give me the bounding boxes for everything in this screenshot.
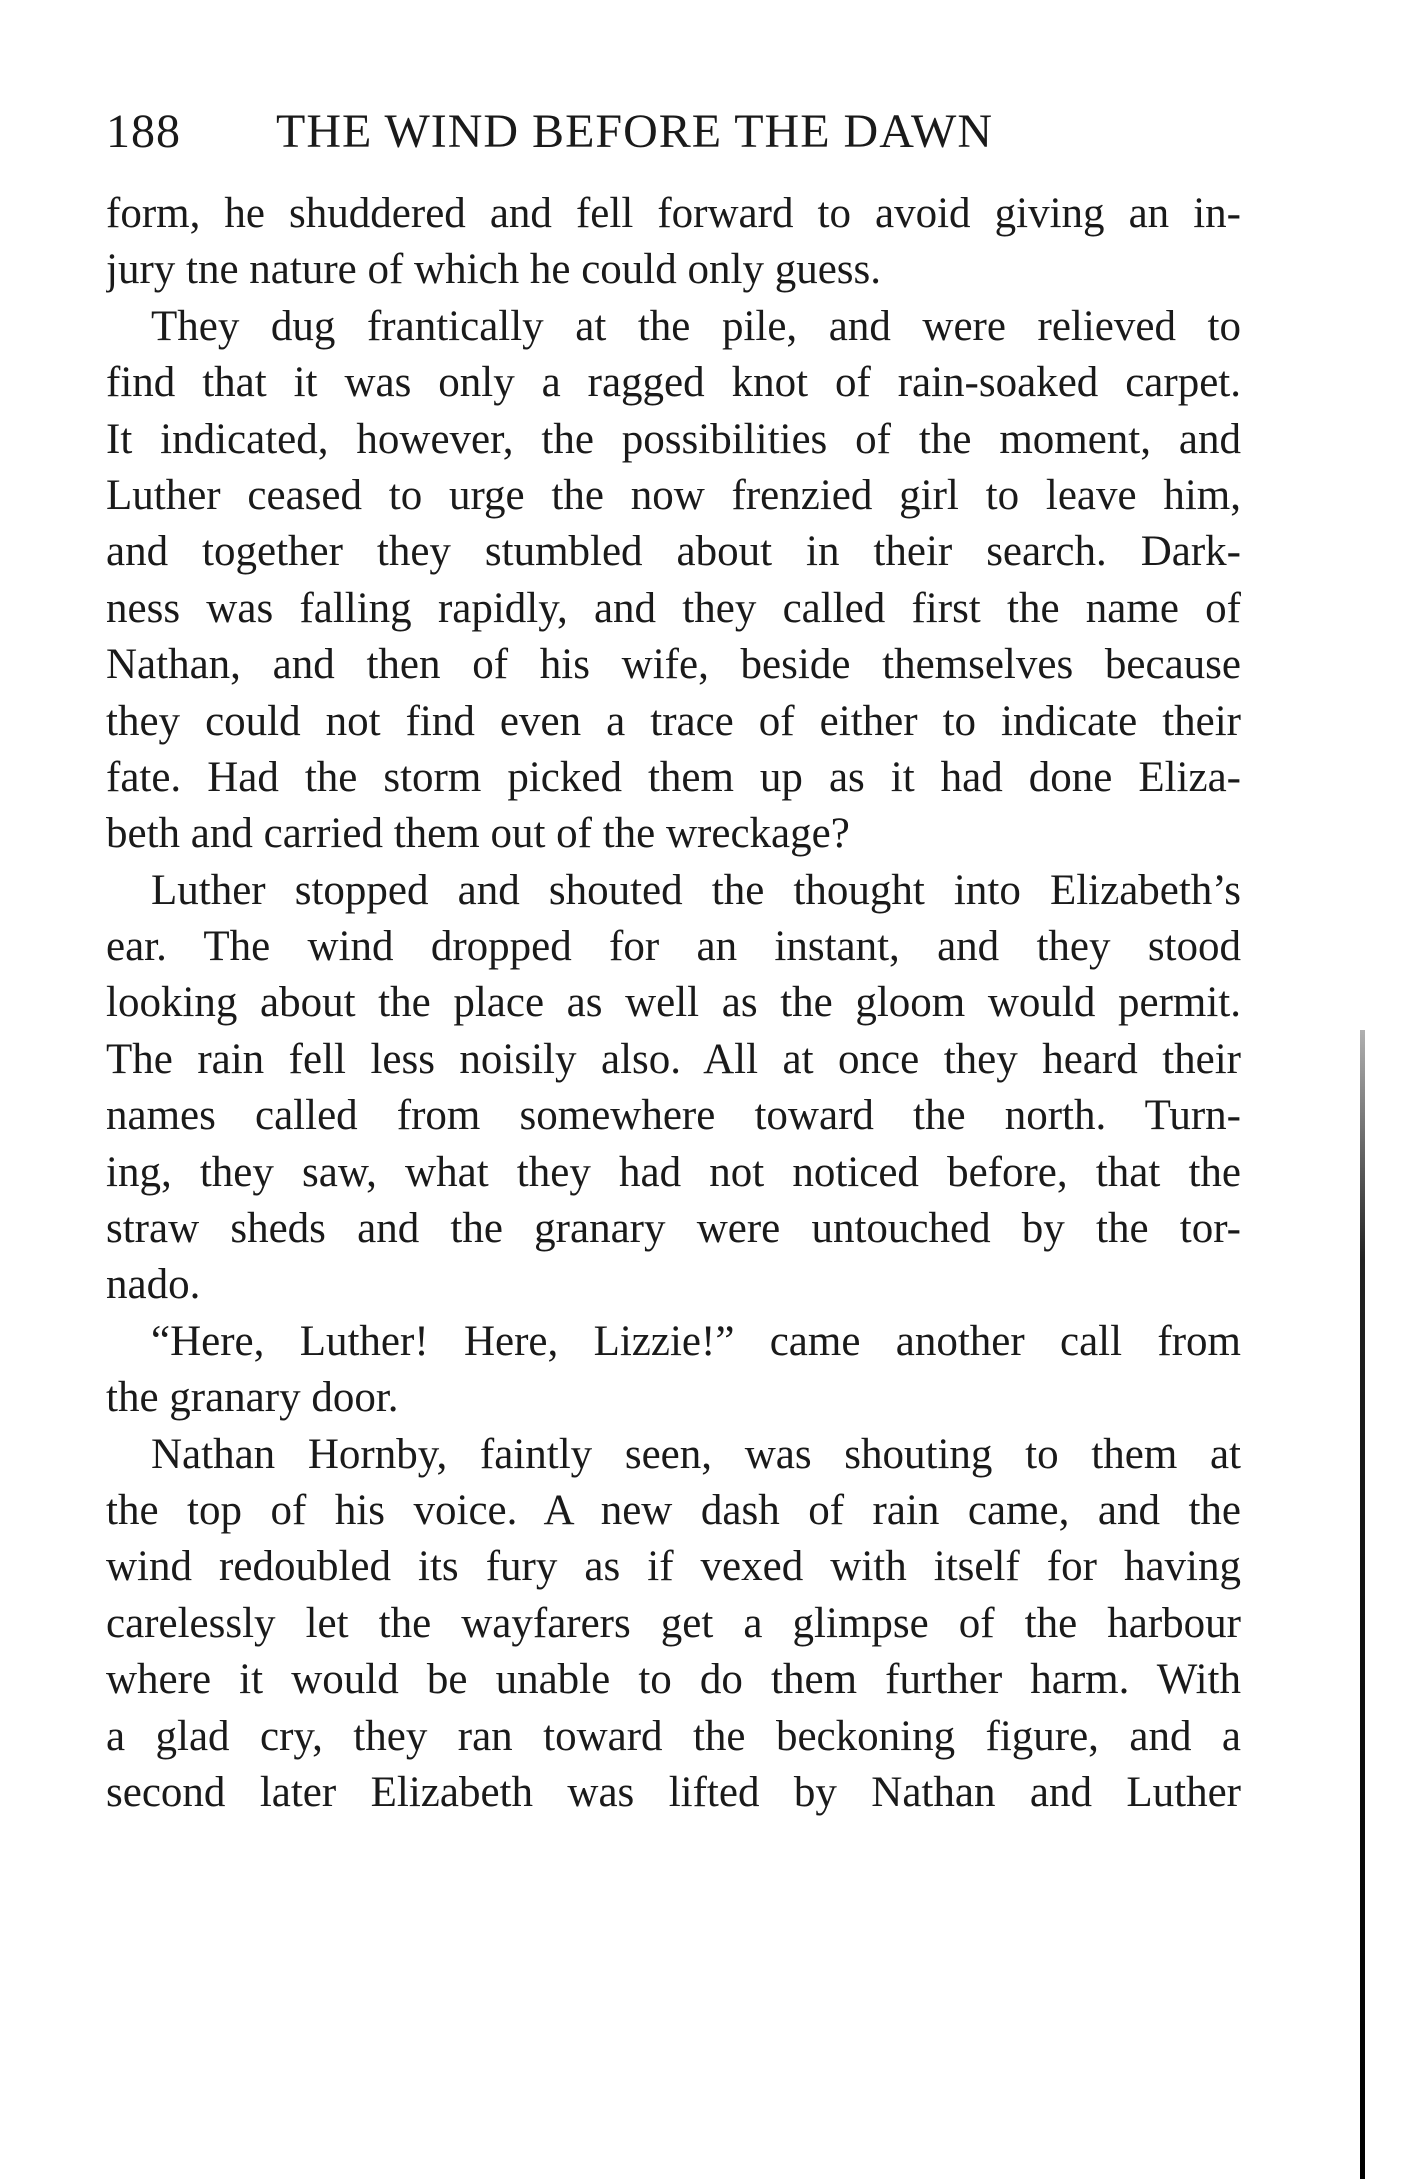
text-line: carelessly let the wayfarers get a glimpse of the harbour [106,1599,1241,1647]
text-line: ness was falling rapidly, and they called first the name of [106,584,1241,632]
body-text [106,186,1241,1821]
text-line: beth and carried them out of the wreckage? [106,810,850,858]
text-line: Luther stopped and shouted the thought into Elizabeth’s [151,866,1241,914]
text-line: second later Elizabeth was lifted by Nathan and Luther [106,1768,1241,1816]
page-number: 188 [106,105,181,158]
binding-edge-shadow [1360,1030,1365,2179]
text-line: the top of his voice. A new dash of rain came, and the [106,1486,1241,1534]
running-header [106,96,1246,168]
text-line: form, he shuddered and fell forward to avoid giving an in- [106,190,1241,237]
text-line: “Here, Luther! Here, Lizzie!” came another call from [151,1317,1241,1365]
text-line: straw sheds and the granary were untouched by the tor- [106,1205,1241,1253]
text-line: the granary door. [106,1374,399,1422]
text-line: and together they stumbled about in their search. Dark- [106,528,1241,576]
text-line: names called from somewhere toward the north. Turn- [106,1092,1241,1140]
text-line: It indicated, however, the possibilities of the moment, and [106,415,1241,463]
text-line: nado. [106,1261,201,1309]
text-line: wind redoubled its fury as if vexed with itself for having [106,1543,1241,1591]
text-line: Nathan Hornby, faintly seen, was shouting to them at [151,1430,1241,1478]
text-line: they could not find even a trace of either to indicate their [106,697,1241,745]
text-line: They dug frantically at the pile, and were relieved to [151,302,1241,350]
text-line: The rain fell less noisily also. All at once they heard their [106,1035,1241,1083]
text-line: a glad cry, they ran toward the beckoning figure, and a [106,1712,1241,1760]
text-line: Nathan, and then of his wife, beside themselves because [106,641,1241,689]
text-line: fate. Had the storm picked them up as it had done Eliza- [106,753,1241,801]
text-line: Luther ceased to urge the now frenzied girl to leave him, [106,471,1241,519]
text-line: ing, they saw, what they had not noticed before, that the [106,1148,1241,1196]
text-line: where it would be unable to do them further harm. With [106,1656,1241,1704]
text-line: jury tne nature of which he could only guess. [106,246,882,294]
text-line: find that it was only a ragged knot of rain-soaked carpet. [106,359,1241,407]
text-line: ear. The wind dropped for an instant, and they stood [106,923,1241,971]
running-title: THE WIND BEFORE THE DAWN [276,105,993,158]
text-line: looking about the place as well as the gloom would permit. [106,979,1241,1027]
